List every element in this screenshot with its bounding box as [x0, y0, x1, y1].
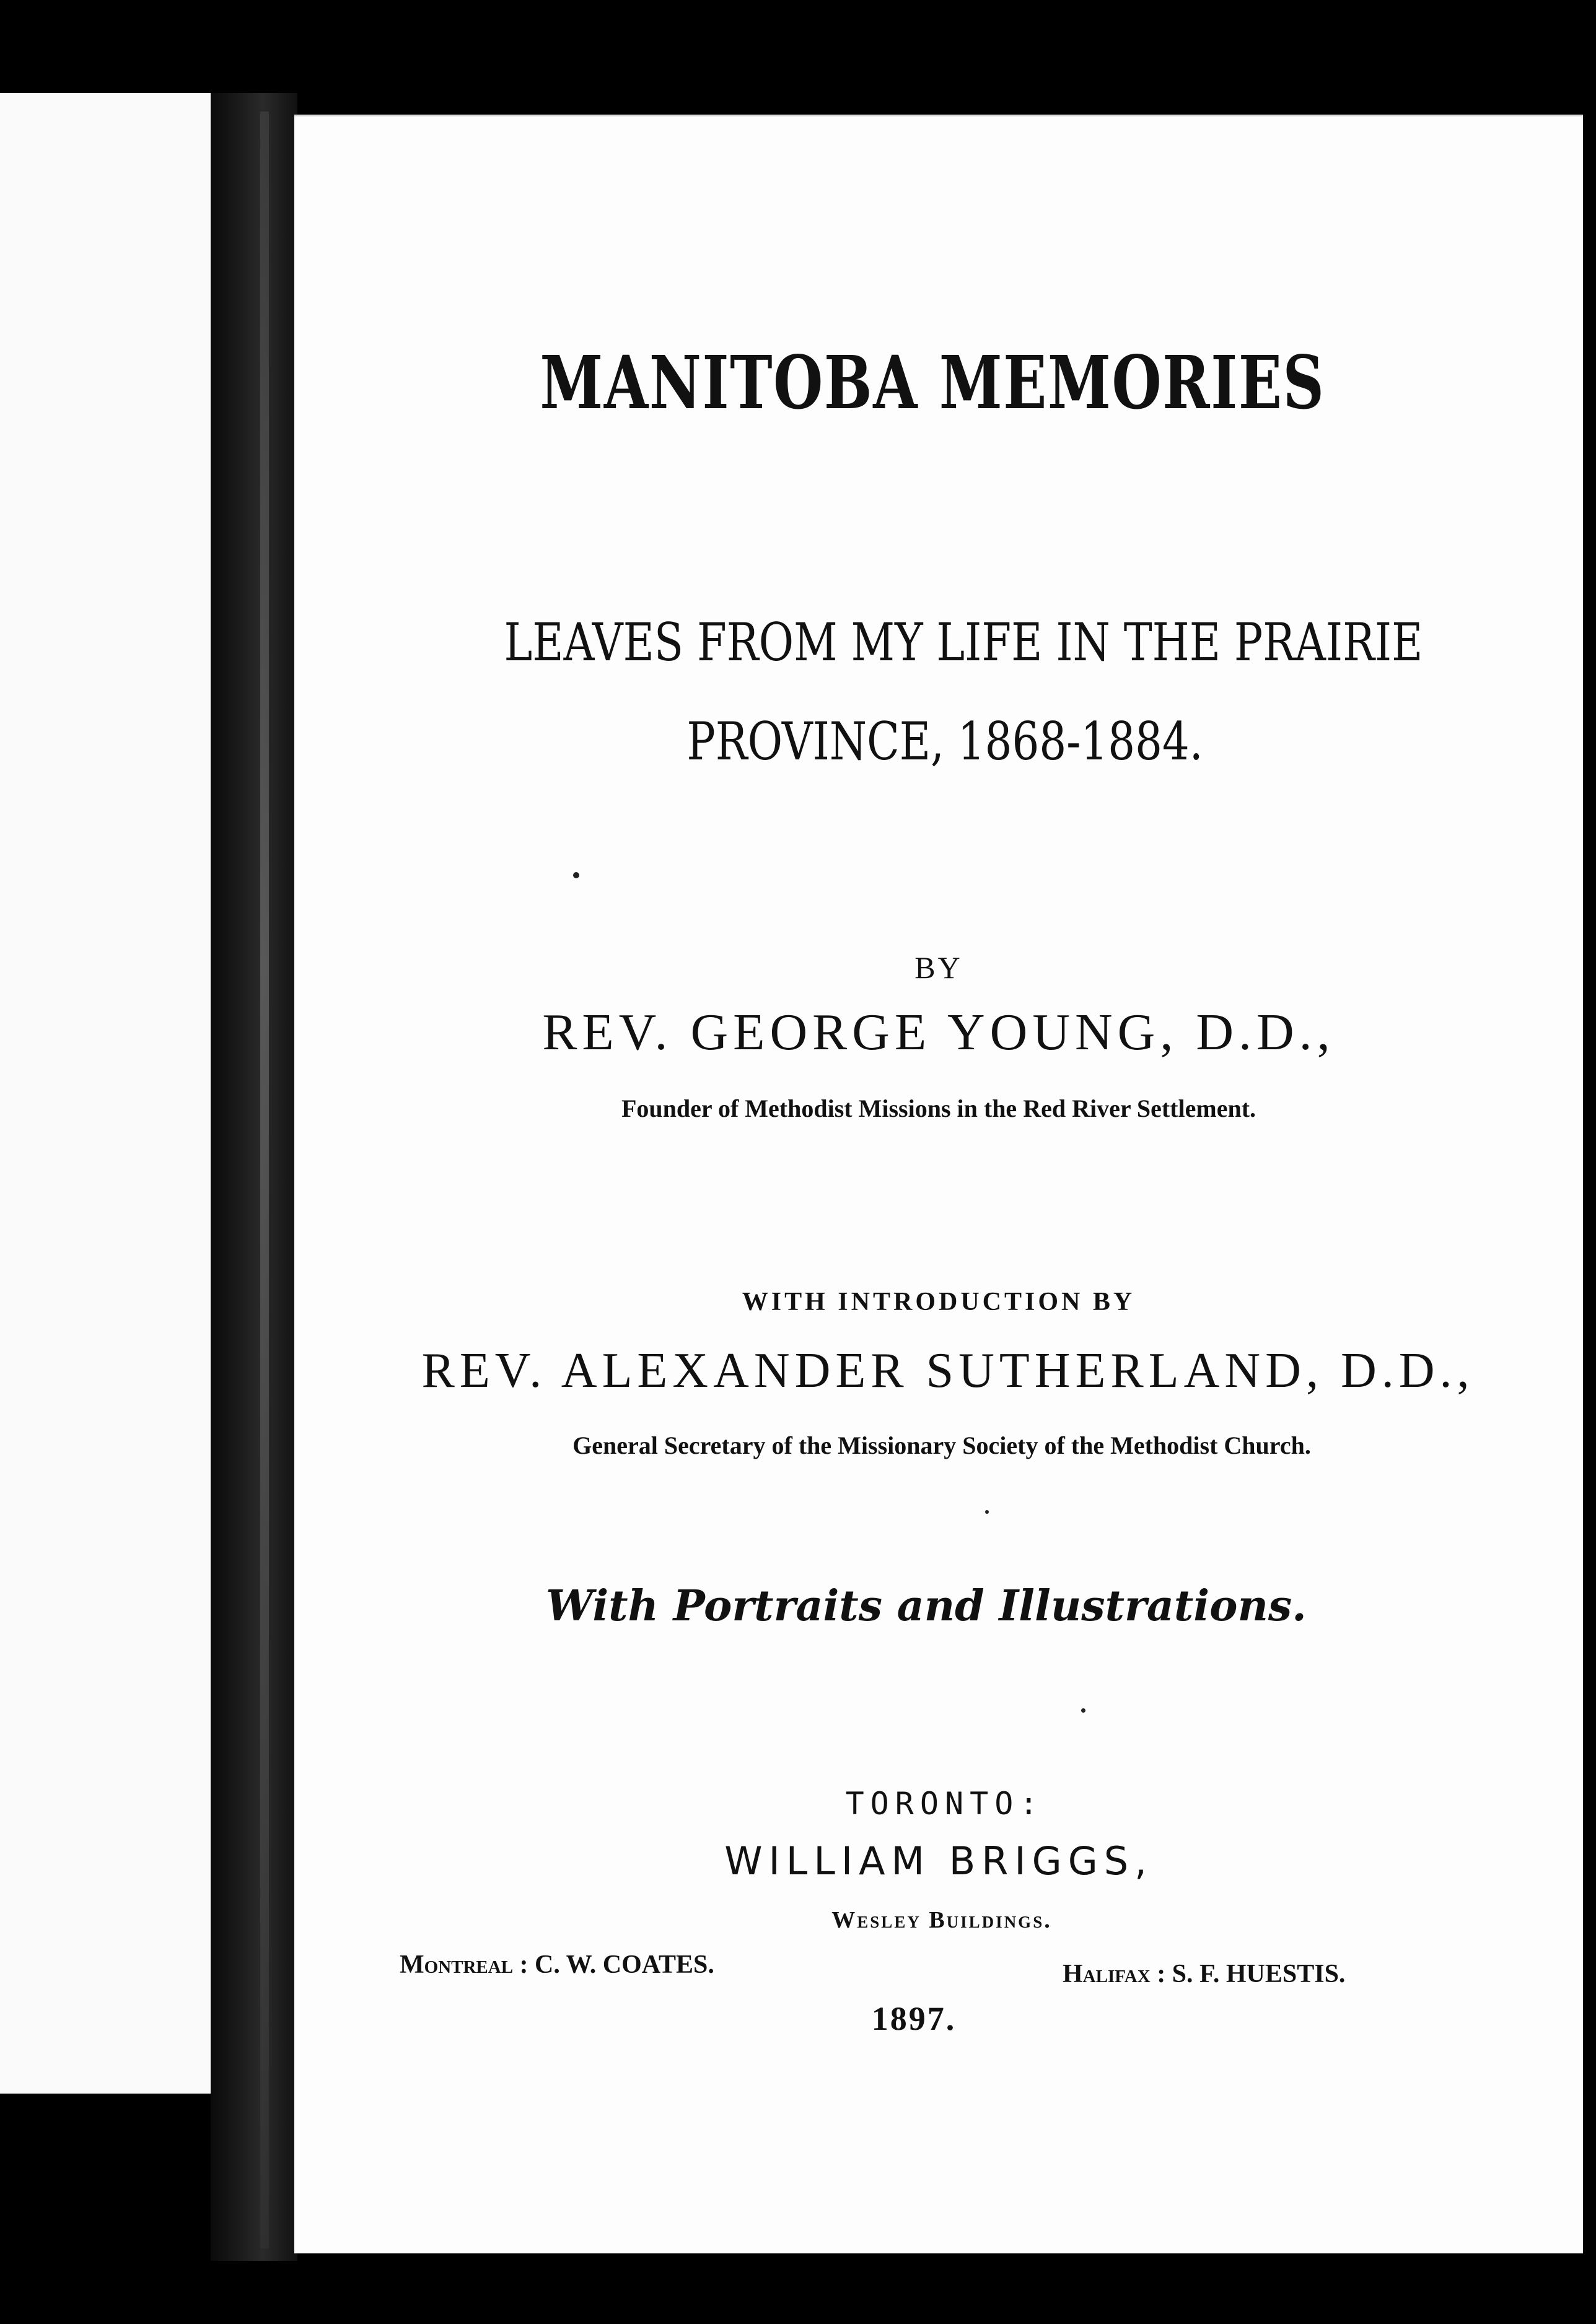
author-description: Founder of Methodist Missions in the Red River Settlement. — [621, 1094, 1256, 1122]
imprint-publisher: WILLIAM BRIGGS, — [724, 1838, 1153, 1884]
illustrations-note: With Portraits and Illustrations. — [546, 1581, 1307, 1631]
imprint-montreal: Montreal : C. W. COATES. — [400, 1950, 714, 1979]
title-page — [294, 115, 1583, 2253]
subtitle-line-1: LEAVES FROM MY LIFE IN THE PRAIRIE — [504, 612, 1423, 673]
author-name: REV. GEORGE YOUNG, D.D., — [542, 1003, 1335, 1061]
imprint-year: 1897. — [871, 2000, 957, 2037]
scan-speck — [985, 1510, 989, 1514]
imprint-building: Wesley Buildings. — [831, 1907, 1052, 1933]
scan-speck — [573, 872, 579, 878]
introduction-author-description: General Secretary of the Missionary Society of the Methodist Church. — [572, 1431, 1311, 1459]
imprint-halifax: Halifax : S. F. HUESTIS. — [1063, 1960, 1346, 1988]
by-label: BY — [914, 950, 963, 985]
book-spine-gutter — [211, 93, 297, 2261]
imprint-city: TORONTO: — [845, 1786, 1045, 1822]
introduction-author: REV. ALEXANDER SUTHERLAND, D.D., — [421, 1343, 1475, 1398]
left-blank-page — [0, 93, 211, 2094]
introduction-label: WITH INTRODUCTION BY — [742, 1288, 1136, 1316]
spine-highlight — [260, 111, 269, 2248]
subtitle-line-2: PROVINCE, 1868-1884. — [686, 711, 1203, 772]
scan-speck — [1081, 1708, 1085, 1713]
book-title: MANITOBA MEMORIES — [540, 339, 1325, 426]
